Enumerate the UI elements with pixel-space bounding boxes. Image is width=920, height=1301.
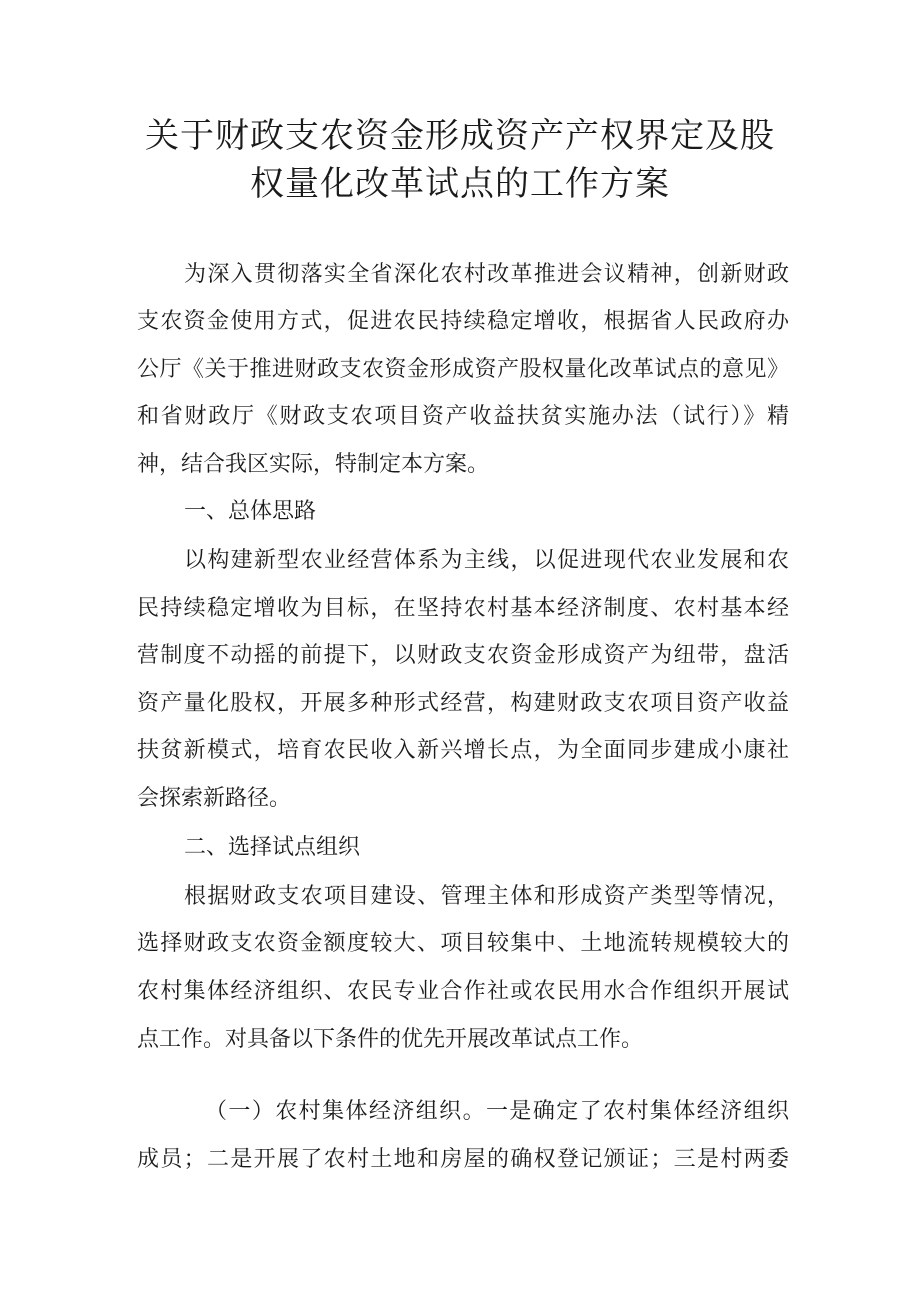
paragraph-line: 和省财政厅《财政支农项目资产收益扶贫实施办法（试行）》精 <box>137 404 789 429</box>
paragraph-line: 民持续稳定增收为目标，在坚持农村基本经济制度、农村基本经 <box>137 596 789 621</box>
paragraph-line: 点工作。对具备以下条件的优先开展改革试点工作。 <box>137 1027 644 1052</box>
section-heading-2: 二、选择试点组织 <box>184 835 361 860</box>
paragraph-line: 以构建新型农业经营体系为主线，以促进现代农业发展和农 <box>184 548 789 573</box>
paragraph-line: 会探索新路径。 <box>137 786 292 811</box>
paragraph-line: 选择财政支农资金额度较大、项目较集中、土地流转规模较大的 <box>137 931 789 956</box>
paragraph-line: 支农资金使用方式，促进农民持续稳定增收，根据省人民政府办 <box>137 309 789 334</box>
paragraph-line: 为深入贯彻落实全省深化农村改革推进会议精神，创新财政 <box>184 262 789 287</box>
paragraph-line: 营制度不动摇的前提下，以财政支农资金形成资产为纽带，盘活 <box>137 643 789 668</box>
paragraph-line: 资产量化股权，开展多种形式经营，构建财政支农项目资产收益 <box>137 691 789 716</box>
paragraph-line: 成员；二是开展了农村土地和房屋的确权登记颁证；三是村两委 <box>137 1147 789 1172</box>
paragraph-line: 神，结合我区实际，特制定本方案。 <box>137 452 490 477</box>
paragraph-line: 公厅《关于推进财政支农资金形成资产股权量化改革试点的意见》 <box>137 357 789 382</box>
section-heading-1: 一、总体思路 <box>184 499 317 524</box>
paragraph-line: 农村集体经济组织、农民专业合作社或农民用水合作组织开展试 <box>137 979 789 1004</box>
document-title-line-1: 关于财政支农资金形成资产产权界定及股 <box>145 116 775 156</box>
paragraph-line: 扶贫新模式，培育农民收入新兴增长点，为全面同步建成小康社 <box>137 738 789 763</box>
subsection-line: （一）农村集体经济组织。一是确定了农村集体经济组织 <box>205 1099 789 1124</box>
paragraph-line: 根据财政支农项目建设、管理主体和形成资产类型等情况， <box>184 884 789 909</box>
document-title-line-2: 权量化改革试点的工作方案 <box>250 164 670 204</box>
